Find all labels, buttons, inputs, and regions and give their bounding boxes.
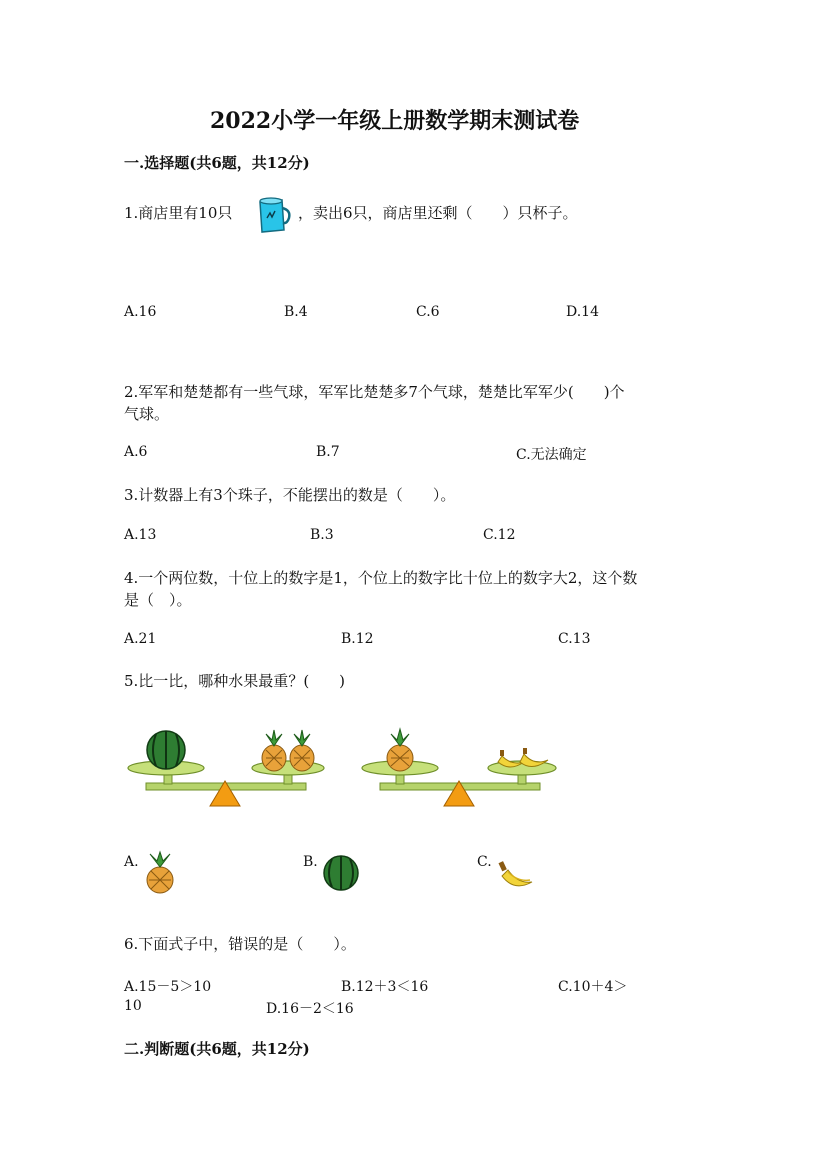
q5-option-c-label[interactable]: C.: [477, 854, 492, 870]
question-4-line-1: 4.一个两位数，十位上的数字是1，个位上的数字比十位上的数字大2，这个数: [124, 569, 638, 587]
q1-option-d[interactable]: D.14: [566, 304, 599, 320]
q1-option-b[interactable]: B.4: [284, 304, 308, 320]
question-5-text: 5.比一比，哪种水果最重？( ): [124, 672, 346, 690]
question-6-text: 6.下面式子中，错误的是（ ）。: [124, 935, 356, 953]
q2-option-b[interactable]: B.7: [316, 444, 340, 460]
q5-option-a-label[interactable]: A.: [124, 854, 139, 870]
q2-option-c[interactable]: C.无法确定: [516, 447, 587, 463]
q6-option-d[interactable]: D.16－2＜16: [266, 1001, 354, 1017]
q3-option-a[interactable]: A.13: [124, 527, 157, 543]
q6-option-c-continued: 10: [124, 998, 142, 1014]
balance-scale-watermelon-vs-two-pineapples: [126, 726, 326, 808]
pineapple-icon[interactable]: [142, 852, 178, 894]
question-2-line-1: 2.军军和楚楚都有一些气球，军军比楚楚多7个气球，楚楚比军军少( )个: [124, 383, 625, 401]
watermelon-icon[interactable]: [322, 854, 360, 892]
question-1-text-after: ，卖出6只，商店里还剩（ ）只杯子。: [298, 204, 578, 222]
q4-option-c[interactable]: C.13: [558, 631, 591, 647]
q3-option-b[interactable]: B.3: [310, 527, 334, 543]
q5-option-b-label[interactable]: B.: [303, 854, 318, 870]
q1-option-c[interactable]: C.6: [416, 304, 440, 320]
q4-option-b[interactable]: B.12: [341, 631, 374, 647]
q2-option-a[interactable]: A.6: [124, 444, 148, 460]
section-heading-judgment: 二.判断题(共6题，共12分): [124, 1040, 310, 1058]
q6-option-a[interactable]: A.15－5＞10: [124, 979, 212, 995]
question-2-line-2: 气球。: [124, 405, 170, 423]
question-4-line-2: 是（ ）。: [124, 591, 192, 609]
banana-icon[interactable]: [496, 856, 536, 892]
q1-option-a[interactable]: A.16: [124, 304, 157, 320]
question-3-text: 3.计数器上有3个珠子，不能摆出的数是（ ）。: [124, 486, 456, 504]
q6-option-c[interactable]: C.10＋4＞: [558, 979, 628, 995]
q4-option-a[interactable]: A.21: [124, 631, 157, 647]
balance-scale-pineapple-vs-two-bananas: [360, 726, 560, 808]
mug-icon: [256, 196, 292, 236]
question-1-text-before: 1.商店里有10只: [124, 204, 233, 222]
q3-option-c[interactable]: C.12: [483, 527, 516, 543]
section-heading-choice: 一.选择题(共6题，共12分): [124, 154, 310, 172]
page-title: 2022小学一年级上册数学期末测试卷: [210, 108, 580, 134]
q6-option-b[interactable]: B.12＋3＜16: [341, 979, 429, 995]
